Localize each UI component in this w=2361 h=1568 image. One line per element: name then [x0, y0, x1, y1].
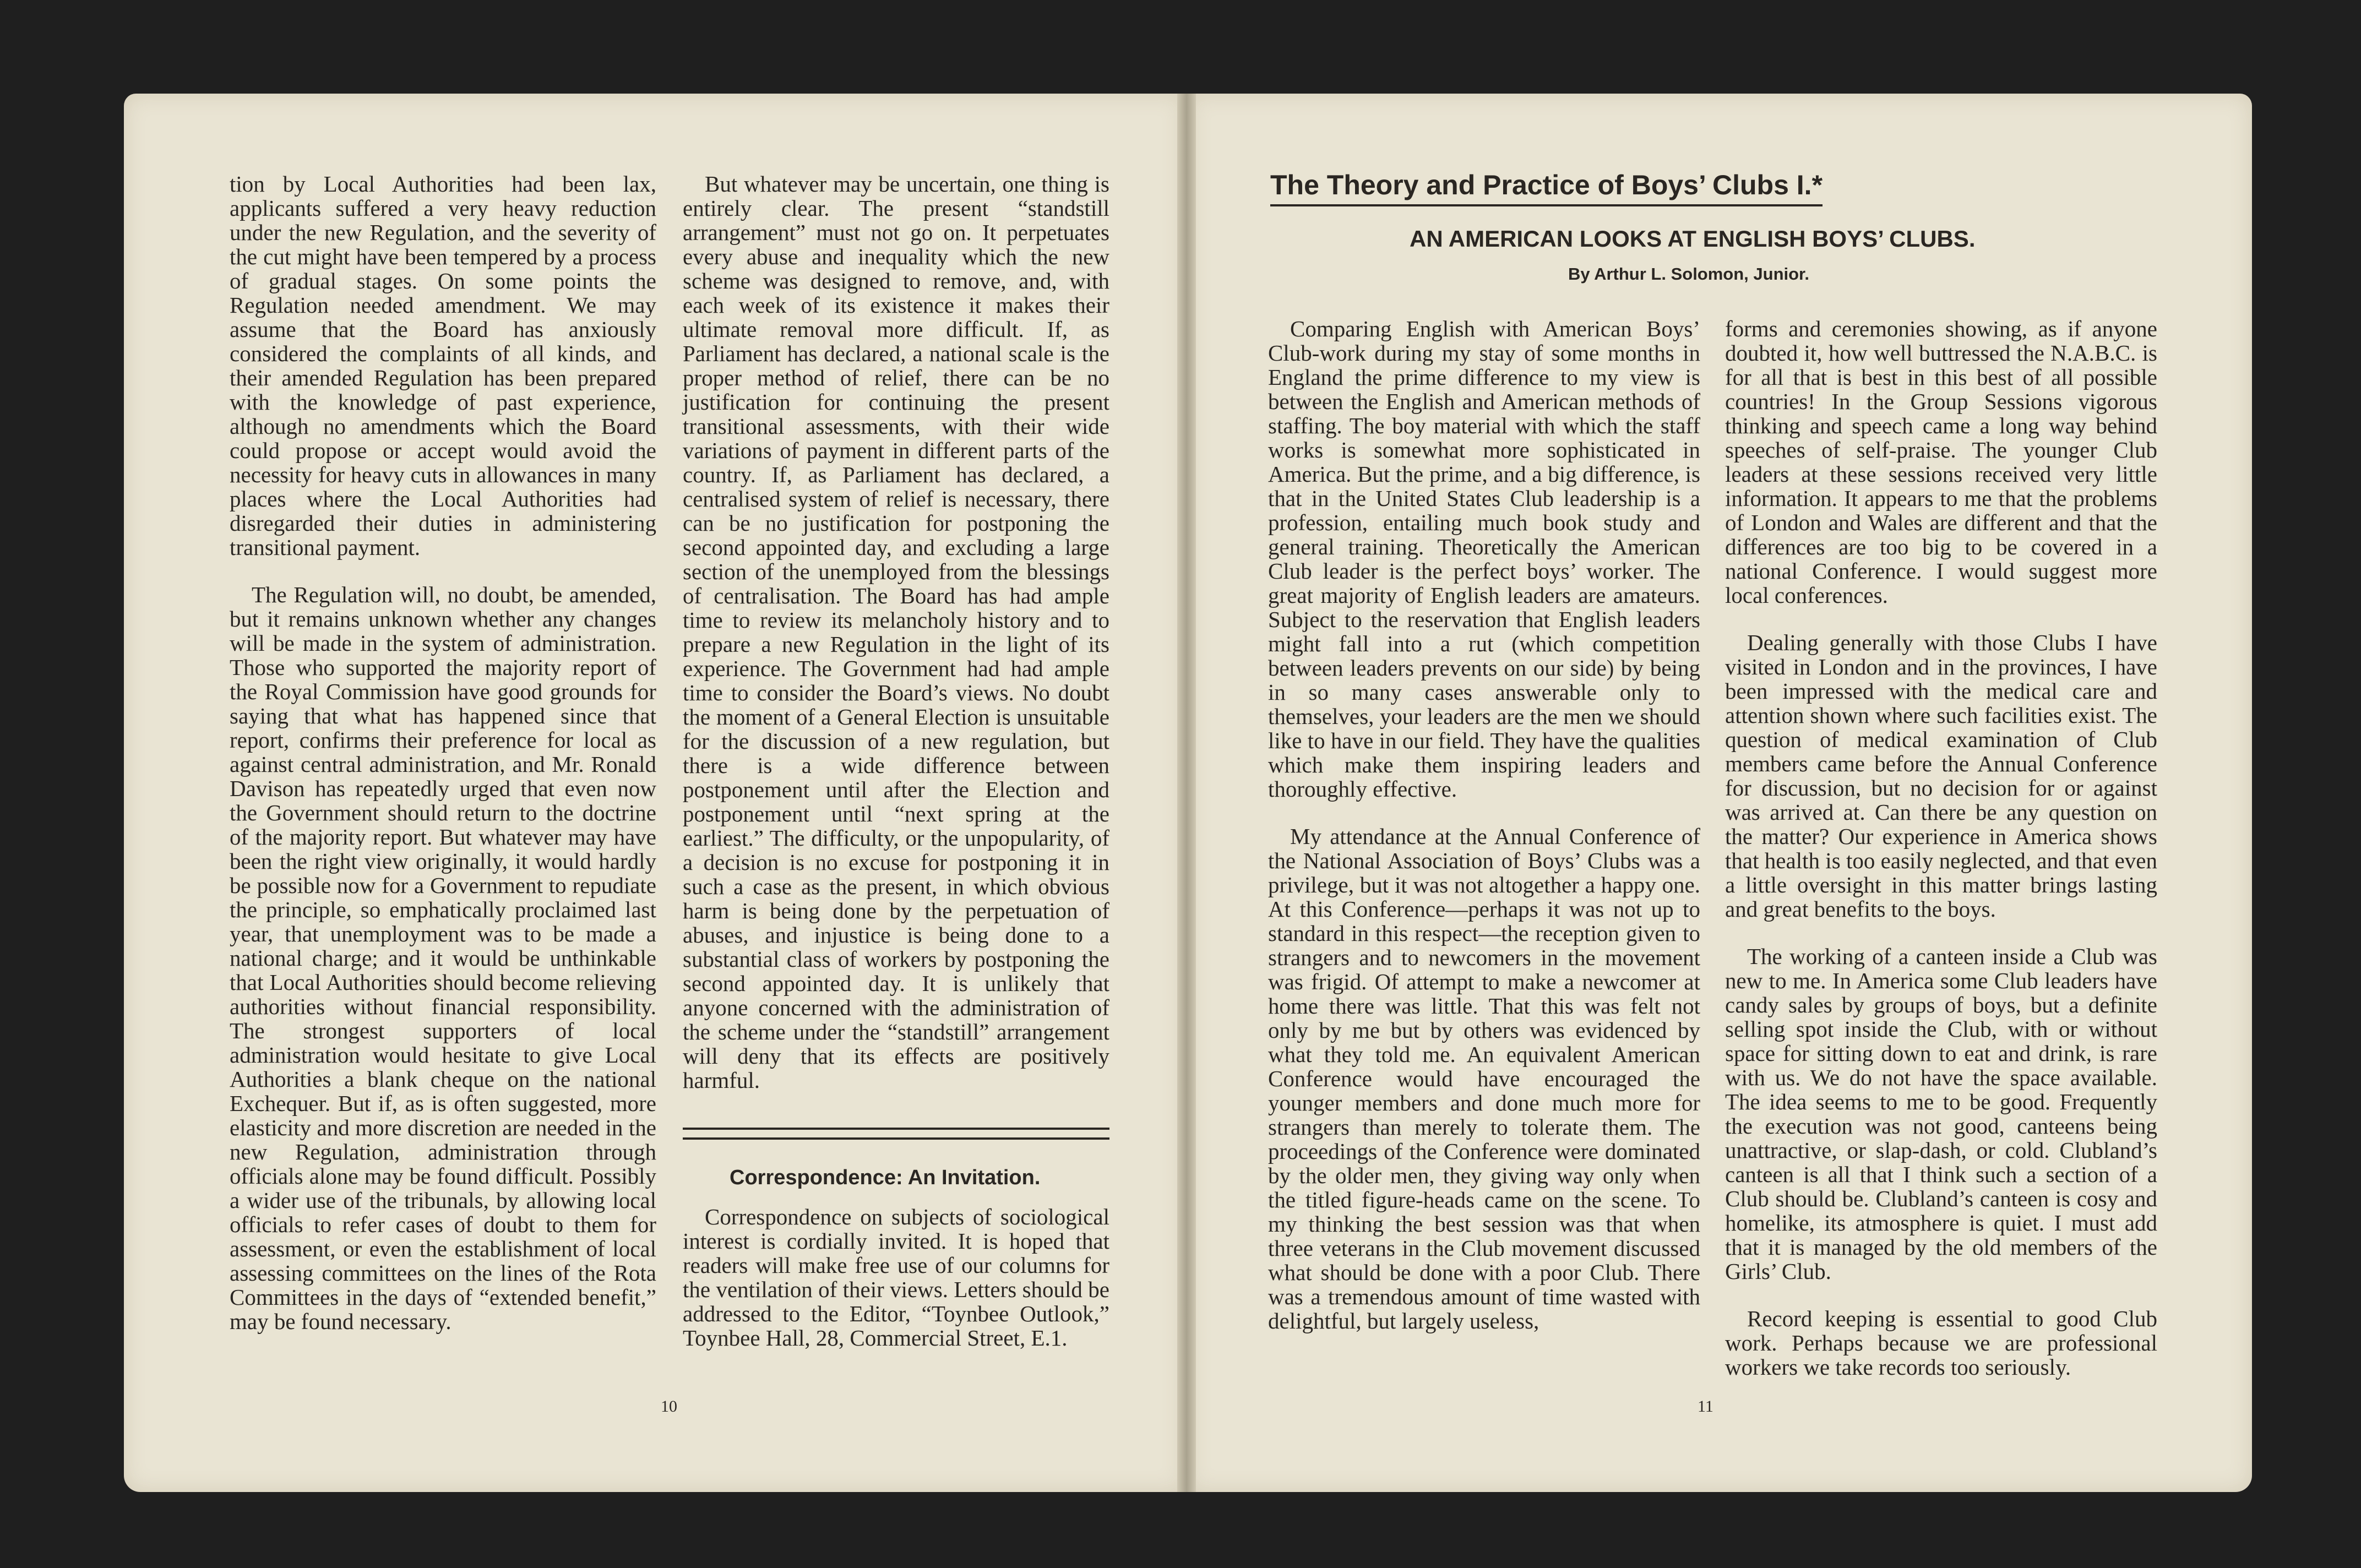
- paragraph: Correspondence on subjects of sociological interest is cordially invited. It is hoped that readers will make free use of our columns for the ventilation of their views. Letters should be addressed to the Editor, “Toynbee Outlook,” Toynbee Hall, 28, Commercial Street, E.1.: [683, 1204, 1109, 1351]
- left-column-1: [230, 172, 656, 1333]
- article-subtitle: AN AMERICAN LOOKS AT ENGLISH BOYS’ CLUBS.: [1410, 226, 1976, 252]
- paragraph: The Regulation will, no doubt, be amended, but it remains unknown whether any changes will be made in the system of administration. Those who supported the majority report of the Royal Commission have good grounds for saying that what has happened since that report, confirms their preference for local as against central administration, and Mr. Ronald Davison has repeatedly urged that even now the Government should return to the doctrine of the majority report. But whatever may have been the right view originally, it would hardly be possible now for a Government to repudiate the principle, so emphatically proclaimed last year, that unemployment was to be made a national charge; and it would be unthinkable that Local Authorities should become relieving authorities without financial responsibility. The strongest supporters of local administration would hesitate to give Local Authorities a blank cheque on the national Exchequer. But if, as is often suggested, more elasticity and more discretion are needed in the new Regulation, administration through officials alone may be found difficult. Possibly a wider use of the tribunals, by allowing local officials to refer cases of doubt to them for assessment, or even the establishment of local assessing committees on the lines of the Rota Committees in the days of “extended benefit,” may be found necessary.: [230, 582, 656, 1334]
- correspondence-body: [683, 1205, 1109, 1350]
- paragraph: tion by Local Authorities had been lax, applicants suffered a very heavy reduction under the new Regulation, and the severity of the cut might have been tempered by a process of gradual stages. On some points the Regulation needed amendment. We may assume that the Board has anxiously considered the complaints of all kinds, and their amended Regulation has been prepared with the knowledge of past experience, although no amendments which the Board could propose or accept would avoid the necessity for heavy cuts in allowances in many places where the Local Authorities had disregarded their duties in administering transitional payment.: [230, 171, 656, 560]
- article-title: The Theory and Practice of Boys’ Clubs I.*: [1270, 169, 1823, 206]
- paragraph: Comparing English with American Boys’ Club-work during my stay of some months in England the prime difference to my view is between the English and American methods of staffing. The boy material with which the staff works is somewhat more sophisticated in America. But the prime, and a big difference, is that in the United States Club leadership is a profession, entailing much book study and general training. Theoretically the American Club leader is the perfect boys’ worker. The great majority of English leaders are amateurs. Subject to the reservation that English leaders might fall into a rut (which competition between leaders prevents on our side) by being in so many cases answerable only to themselves, your leaders are the men we should like to have in our field. They have the qualities which make them inspiring leaders and thoroughly effective.: [1268, 316, 1700, 802]
- correspondence-heading: Correspondence: An Invitation.: [730, 1166, 1041, 1189]
- paragraph: forms and ceremonies showing, as if anyone doubted it, how well buttressed the N.A.B.C. is for all that is best in this best of all possible countries! In the Group Sessions vigorous thinking and speech came a long way behind speeches of self-praise. The younger Club leaders at these sessions received very little information. It appears to me that the problems of London and Wales are different and that the differences are too big to be covered in a national Conference. I would suggest more local conferences.: [1725, 316, 2157, 608]
- section-divider: [683, 1128, 1109, 1140]
- paragraph: My attendance at the Annual Conference of the National Association of Boys’ Clubs was a privilege, but it was not altogether a happy one. At this Conference—perhaps it was not up to standard in this respect—the reception given to strangers and to newcomers in the movement was frigid. Of attempt to make a newcomer at home there was little. That this was felt not only by me but by others was evidenced by what they told me. An equivalent American Conference would have encouraged the younger members and done much more for strangers than merely to tolerate them. The proceedings of the Conference were dominated by the older men, they giving way only when the titled figure-heads came on the scene. To my thinking the best session was that when three veterans in the Club movement discussed what should be done with a poor Club. There was a tremendous amount of time wasted with delightful, but largely useless,: [1268, 824, 1700, 1333]
- book-gutter: [1177, 94, 1196, 1492]
- left-column-2: [683, 172, 1109, 1092]
- paragraph: The working of a canteen inside a Club was new to me. In America some Club leaders have candy sales by groups of boys, but a definite selling spot inside the Club, with or without space for sitting down to eat and drink, is rare with us. We do not have the space available. The idea seems to me to be good. Frequently the execution was not good, canteens being unattractive, or slap-dash, or cold. Clubland’s canteen is all that I think such a section of a Club should be. Clubland’s canteen is cosy and homelike, its atmosphere is quiet. I must add that it is managed by the old members of the Girls’ Club.: [1725, 944, 2157, 1284]
- right-column-1: [1268, 317, 1700, 1333]
- article-byline: By Arthur L. Solomon, Junior.: [1568, 264, 1810, 284]
- paragraph: Dealing generally with those Clubs I have visited in London and in the provinces, I have been impressed with the medical care and attention shown where such facilities exist. The question of medical examination of Club members came before the Annual Conference for discussion, but no decision for or against was arrived at. Can there be any question on the matter? Our experience in America shows that health is too easily neglected, and that even a little oversight in this matter brings lasting and great benefits to the boys.: [1725, 630, 2157, 922]
- page-number-left: 10: [661, 1397, 677, 1415]
- paragraph: But whatever may be uncertain, one thing is entirely clear. The present “standstill arrangement” must not go on. It perpetuates every abuse and inequality which the new scheme was designed to remove, and, with each week of its existence it makes their ultimate removal more difficult. If, as Parliament has declared, a national scale is the proper method of relief, there can be no justification for continuing the present transitional assessments, with their wide variations of payment in different parts of the country. If, as Parliament has declared, a centralised system of relief is necessary, there can be no justification for postponing the second appointed day, and excluding a large section of the unemployed from the blessings of centralisation. The Board has had ample time to review its melancholy history and to prepare a new Regulation in the light of its experience. The Government had had ample time to consider the Board’s views. No doubt the moment of a General Election is unsuitable for the discussion of a new regulation, but there is a wide difference between postponement until after the Election and postponement until “next spring at the earliest.” The difficulty, or the unpopularity, of a decision is no excuse for postponing it in such a case as the present, in which obvious harm is being done by the perpetuation of abuses, and injustice is being done to a substantial class of workers by postponing the second appointed day. It is unlikely that anyone concerned with the administration of the scheme under the “standstill” arrangement will deny that its effects are positively harmful.: [683, 171, 1109, 1093]
- paragraph: Record keeping is essential to good Club work. Perhaps because we are professional workers we take records too seriously.: [1725, 1306, 2157, 1380]
- right-column-2: [1725, 317, 2157, 1379]
- page-number-right: 11: [1698, 1397, 1713, 1415]
